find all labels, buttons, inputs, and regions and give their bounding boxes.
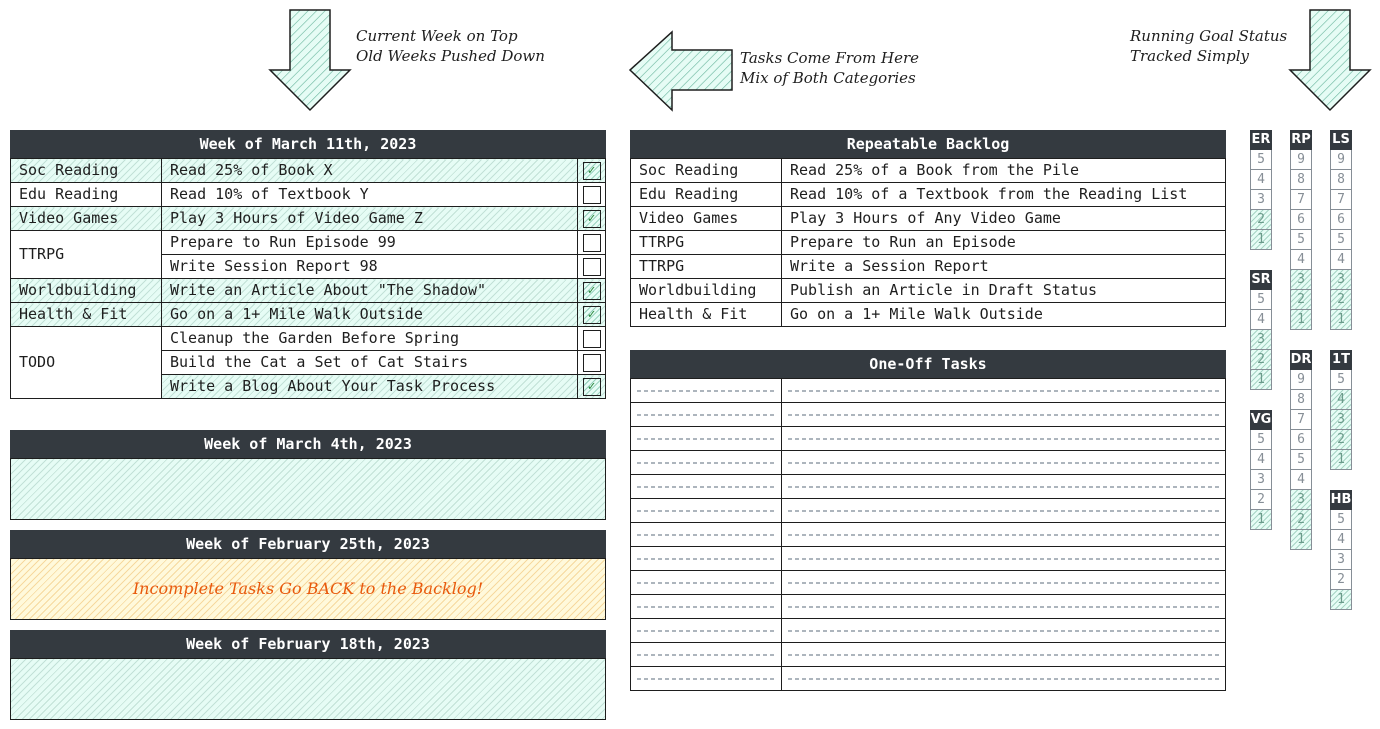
past-week-title: Week of February 25th, 2023 [10,530,606,558]
goal-tracker-hb [1330,490,1352,610]
category-cell: Soc Reading [631,159,782,183]
category-cell: Video Games [11,207,162,231]
backlog-panel [630,130,1226,327]
table-row [631,255,1226,279]
goal-cell-done[interactable]: 2 [1290,510,1312,530]
empty-row [631,619,1226,643]
unchecked-checkbox[interactable] [583,234,601,252]
goal-label: ER [1250,130,1272,150]
goal-cell[interactable]: 4 [1330,530,1352,550]
goal-cell[interactable]: 7 [1330,190,1352,210]
goal-cell[interactable]: 5 [1250,430,1272,450]
empty-cell[interactable] [631,499,782,523]
checkbox-cell [578,351,606,375]
checked-checkbox[interactable]: ✓ [583,162,601,180]
empty-cell[interactable] [782,571,1226,595]
goal-tracker-rp [1290,130,1312,330]
unchecked-checkbox[interactable] [583,258,601,276]
empty-cell[interactable] [782,595,1226,619]
annotation-current-week: Current Week on Top Old Weeks Pushed Down [356,27,545,65]
table-row [631,303,1226,327]
empty-cell[interactable] [631,475,782,499]
goal-cell-done[interactable]: 1 [1250,510,1272,530]
goal-cell-done[interactable]: 1 [1250,370,1272,390]
goal-cell-done[interactable]: 1 [1290,310,1312,330]
empty-cell[interactable] [631,619,782,643]
empty-row [631,451,1226,475]
backlog-table [630,158,1226,327]
checkbox-cell [578,255,606,279]
task-cell: Write an Article About "The Shadow" [162,279,578,303]
goal-cell[interactable]: 5 [1290,230,1312,250]
checked-checkbox[interactable]: ✓ [583,378,601,396]
goal-cell[interactable]: 2 [1250,490,1272,510]
task-cell: Play 3 Hours of Any Video Game [782,207,1226,231]
empty-row [631,379,1226,403]
goal-cell-done[interactable]: 3 [1330,410,1352,430]
table-row [11,183,606,207]
goal-cell-done[interactable]: 2 [1290,290,1312,310]
goal-label: LS [1330,130,1352,150]
goal-cell-done[interactable]: 1 [1330,450,1352,470]
goal-tracker-er [1250,130,1272,250]
one-off-panel [630,350,1226,691]
goal-cell[interactable]: 9 [1290,370,1312,390]
goal-cell-done[interactable]: 3 [1250,330,1272,350]
one-off-title: One-Off Tasks [630,350,1226,378]
empty-row [631,547,1226,571]
goal-cell-done[interactable]: 3 [1290,490,1312,510]
category-cell: Worldbuilding [631,279,782,303]
goal-cell-done[interactable]: 1 [1330,310,1352,330]
down-arrow-icon [268,8,352,112]
task-cell: Prepare to Run Episode 99 [162,231,578,255]
goal-cell[interactable]: 5 [1250,290,1272,310]
empty-cell[interactable] [782,667,1226,691]
empty-cell[interactable] [631,643,782,667]
category-cell: Soc Reading [11,159,162,183]
checkbox-cell [578,279,606,303]
annotation-goal-status: Running Goal Status Tracked Simply [1130,27,1288,65]
checked-checkbox[interactable]: ✓ [583,282,601,300]
goal-cell[interactable]: 4 [1290,470,1312,490]
goal-cell[interactable]: 4 [1250,310,1272,330]
table-row [11,327,606,351]
current-week-panel [10,130,606,399]
category-cell: TTRPG [631,231,782,255]
task-cell: Build the Cat a Set of Cat Stairs [162,351,578,375]
empty-cell[interactable] [631,451,782,475]
goal-tracker-vg [1250,410,1272,530]
category-cell: Worldbuilding [11,279,162,303]
task-cell: Go on a 1+ Mile Walk Outside [782,303,1226,327]
category-cell: TTRPG [11,231,162,279]
task-cell: Cleanup the Garden Before Spring [162,327,578,351]
goal-cell[interactable]: 6 [1330,210,1352,230]
empty-cell[interactable] [631,571,782,595]
task-cell: Publish an Article in Draft Status [782,279,1226,303]
goal-cell[interactable]: 5 [1290,450,1312,470]
category-cell: TODO [11,327,162,399]
empty-cell[interactable] [782,403,1226,427]
table-row [11,303,606,327]
goal-cell[interactable]: 4 [1290,250,1312,270]
past-week-panel [10,630,606,720]
goal-cell-done[interactable]: 2 [1250,210,1272,230]
goal-cell[interactable]: 9 [1290,150,1312,170]
goal-tracker-ls [1330,130,1352,330]
empty-cell[interactable] [782,499,1226,523]
goal-cell[interactable]: 3 [1250,190,1272,210]
goal-cell[interactable]: 8 [1330,170,1352,190]
goal-cell-done[interactable]: 2 [1330,430,1352,450]
empty-cell[interactable] [631,427,782,451]
table-row [631,183,1226,207]
table-row [11,279,606,303]
empty-cell[interactable] [782,427,1226,451]
goal-cell[interactable]: 4 [1250,450,1272,470]
empty-cell[interactable] [782,523,1226,547]
empty-row [631,643,1226,667]
unchecked-checkbox[interactable] [583,186,601,204]
task-cell: Play 3 Hours of Video Game Z [162,207,578,231]
goal-cell[interactable]: 5 [1330,370,1352,390]
goal-cell-done[interactable]: 2 [1250,350,1272,370]
category-cell: Video Games [631,207,782,231]
empty-cell[interactable] [631,379,782,403]
goal-cell[interactable]: 2 [1330,570,1352,590]
task-cell: Write Session Report 98 [162,255,578,279]
goal-cell[interactable]: 4 [1250,170,1272,190]
category-cell: Edu Reading [11,183,162,207]
table-row [631,279,1226,303]
goal-tracker-sr [1250,270,1272,390]
empty-row [631,523,1226,547]
checkbox-cell [578,327,606,351]
goal-label: RP [1290,130,1312,150]
goal-cell-done[interactable]: 3 [1290,270,1312,290]
goal-cell[interactable]: 7 [1290,190,1312,210]
goal-cell-done[interactable]: 1 [1250,230,1272,250]
down-arrow-icon [1288,8,1372,112]
empty-cell[interactable] [631,667,782,691]
past-week-title: Week of February 18th, 2023 [10,630,606,658]
goal-cell-done[interactable]: 2 [1330,290,1352,310]
goal-cell-done[interactable]: 1 [1290,530,1312,550]
current-week-title: Week of March 11th, 2023 [10,130,606,158]
category-cell: Health & Fit [11,303,162,327]
task-cell: Write a Blog About Your Task Process [162,375,578,399]
goal-cell[interactable]: 6 [1290,430,1312,450]
checkbox-cell [578,303,606,327]
goal-cell[interactable]: 8 [1290,170,1312,190]
category-cell: Health & Fit [631,303,782,327]
goal-label: VG [1250,410,1272,430]
empty-row [631,499,1226,523]
table-row [631,231,1226,255]
goal-cell[interactable]: 7 [1290,410,1312,430]
checked-checkbox[interactable]: ✓ [583,210,601,228]
one-off-table [630,378,1226,691]
checkbox-cell [578,159,606,183]
task-cell: Read 25% of Book X [162,159,578,183]
empty-row [631,403,1226,427]
checkbox-cell [578,231,606,255]
category-cell: Edu Reading [631,183,782,207]
goal-cell-done[interactable]: 3 [1330,270,1352,290]
goal-label: DR [1290,350,1312,370]
empty-cell[interactable] [631,523,782,547]
table-row [631,159,1226,183]
goal-cell[interactable]: 6 [1290,210,1312,230]
table-row [11,159,606,183]
current-week-table [10,158,606,399]
empty-cell[interactable] [631,403,782,427]
goal-cell-done[interactable]: 4 [1330,390,1352,410]
category-cell: TTRPG [631,255,782,279]
unchecked-checkbox[interactable] [583,354,601,372]
past-week-title: Week of March 4th, 2023 [10,430,606,458]
past-week-panel [10,430,606,520]
goal-tracker-dr [1290,350,1312,550]
left-arrow-icon [628,30,734,112]
task-cell: Read 10% of a Textbook from the Reading List [782,183,1226,207]
checked-checkbox[interactable]: ✓ [583,306,601,324]
goal-label: SR [1250,270,1272,290]
empty-cell[interactable] [782,547,1226,571]
empty-cell[interactable] [782,451,1226,475]
empty-row [631,595,1226,619]
empty-cell[interactable] [782,643,1226,667]
empty-row [631,571,1226,595]
goal-cell[interactable]: 5 [1330,230,1352,250]
goal-cell[interactable]: 5 [1250,150,1272,170]
unchecked-checkbox[interactable] [583,330,601,348]
task-cell: Prepare to Run an Episode [782,231,1226,255]
empty-cell[interactable] [782,379,1226,403]
goal-cell[interactable]: 8 [1290,390,1312,410]
checkbox-cell [578,207,606,231]
empty-row [631,667,1226,691]
empty-cell[interactable] [631,595,782,619]
past-week-panel [10,530,606,620]
checkbox-cell [578,375,606,399]
task-cell: Go on a 1+ Mile Walk Outside [162,303,578,327]
checkbox-cell [578,183,606,207]
goal-label: 1T [1330,350,1352,370]
goal-cell[interactable]: 4 [1330,250,1352,270]
goal-cell[interactable]: 3 [1330,550,1352,570]
empty-row [631,427,1226,451]
task-cell: Read 25% of a Book from the Pile [782,159,1226,183]
goal-cell[interactable]: 9 [1330,150,1352,170]
empty-cell[interactable] [631,547,782,571]
table-row [11,207,606,231]
table-row [631,207,1226,231]
backlog-title: Repeatable Backlog [630,130,1226,158]
annotation-tasks-source: Tasks Come From Here Mix of Both Categories [740,49,920,87]
goal-cell[interactable]: 3 [1250,470,1272,490]
incomplete-note: Incomplete Tasks Go BACK to the Backlog! [132,579,484,598]
task-cell: Write a Session Report [782,255,1226,279]
goal-cell-done[interactable]: 1 [1330,590,1352,610]
goal-label: HB [1330,490,1352,510]
empty-row [631,475,1226,499]
task-cell: Read 10% of Textbook Y [162,183,578,207]
goal-cell[interactable]: 5 [1330,510,1352,530]
table-row [11,231,606,255]
empty-cell[interactable] [782,475,1226,499]
empty-cell[interactable] [782,619,1226,643]
goal-tracker-1t [1330,350,1352,470]
